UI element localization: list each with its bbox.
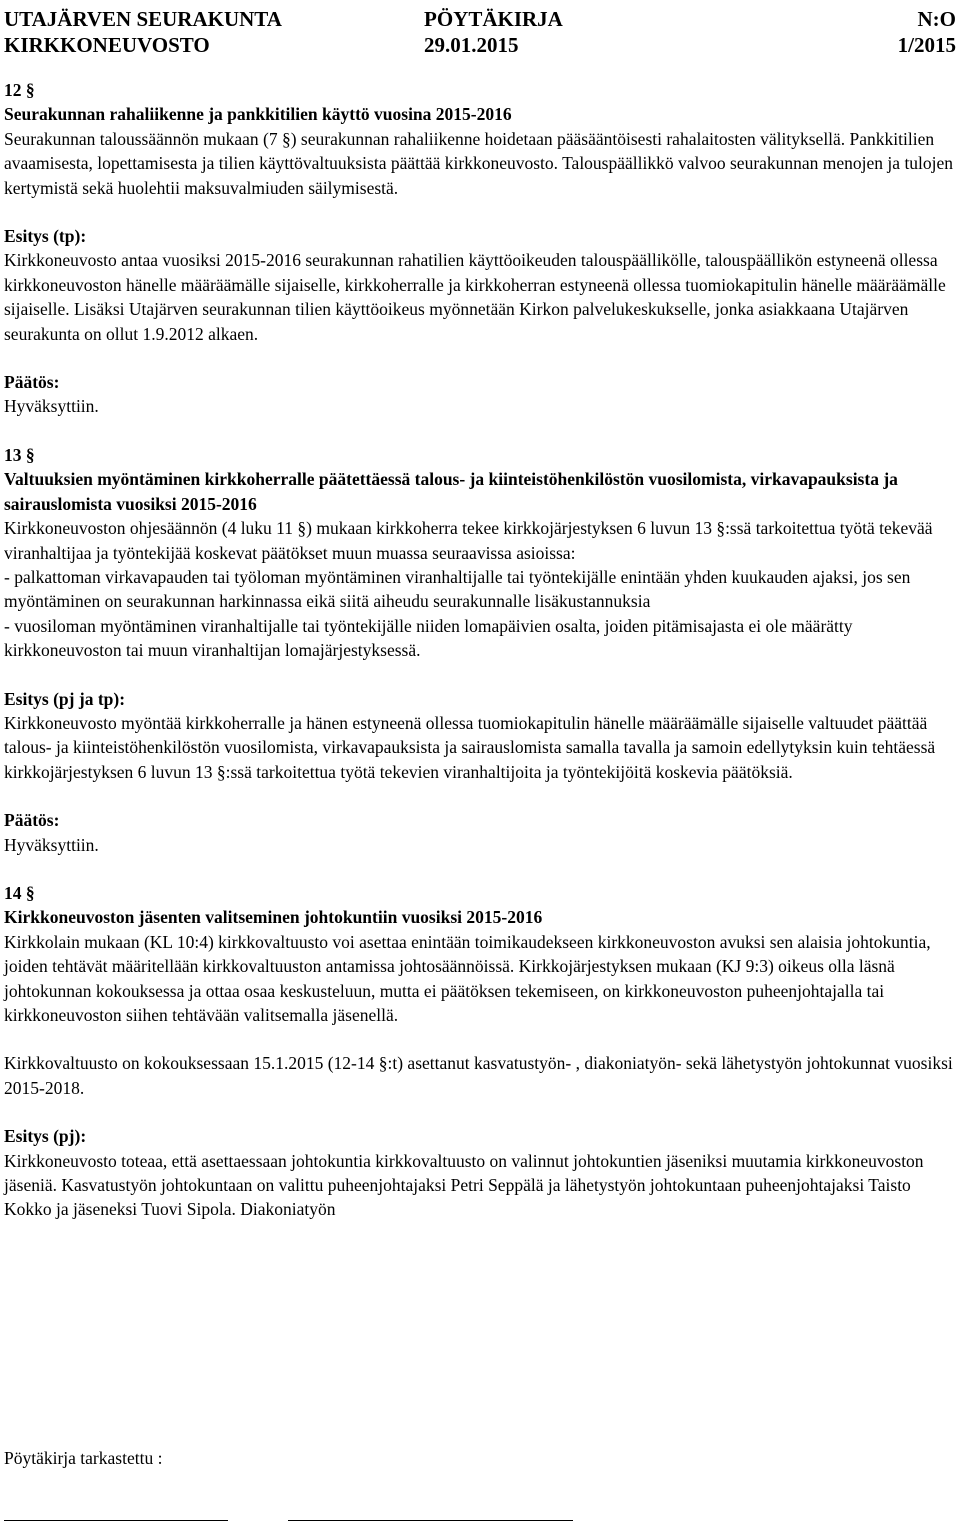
section-14	[4, 881, 956, 1222]
proposal-text: Kirkkoneuvosto myöntää kirkkoherralle ja hänen estyneenä ollessa tuomiokapitulin hänelle määräämälle sijaiselle valtuudet päättää talous- ja kiinteistöhenkilöstön vuosilomista, virkavapauksista ja sairauslomista samalla tavalla ja samoin edellytyksin kuin tehtäessä kirkkojärjestyksen 6 luvun 13 §:ssä tarkoitettua työtä tekevien viranhaltijoita ja työntekijöitä koskevia päätöksiä.	[4, 712, 936, 782]
decision-text: Hyväksyttiin.	[4, 396, 99, 417]
list-item: - vuosiloman myöntäminen viranhaltijalle tai työntekijälle niiden lomapäivien osalta, joiden pitämisajasta ei ole määrätty kirkkoneuvoston tai muun viranhaltijan lomajärjestyksessä.	[4, 615, 853, 661]
minutes-checked-label: Pöytäkirja tarkastettu :	[4, 1448, 163, 1468]
number-label: N:O	[917, 7, 956, 31]
document-header	[4, 6, 956, 58]
proposal-label: Esitys (tp):	[4, 226, 87, 247]
org-name: UTAJÄRVEN SEURAKUNTA	[4, 7, 282, 31]
section-intro: Seurakunnan taloussäännön mukaan (7 §) seurakunnan rahaliikenne hoidetaan pääsääntöisesti rahalaitosten välityksellä. Pankkitilien avaamisesta, lopettamisesta ja tilien käyttövaltuuksista päättää kirkkoneuvosto. Talouspäällikkö valvoo seurakunnan menojen ja tulojen kertymistä sekä huolehtii maksuvalmiuden säilymisestä.	[4, 128, 954, 198]
document-body	[4, 78, 956, 1222]
signature-line	[4, 1520, 228, 1521]
section-12	[4, 78, 956, 419]
section-title: Kirkkoneuvoston jäsenten valitseminen johtokuntiin vuosiksi 2015-2016	[4, 907, 543, 928]
meeting-body: KIRKKONEUVOSTO	[4, 33, 210, 57]
proposal-label: Esitys (pj):	[4, 1126, 87, 1147]
document-number: 1/2015	[897, 33, 956, 57]
section-intro: Kirkkoneuvoston ohjesäännön (4 luku 11 §) mukaan kirkkoherra tekee kirkkojärjestyksen 6 luvun 13 §:ssä tarkoitettua työtä tekevää viranhaltijaa ja työntekijää koskevat päätökset muun muassa seuraavissa asioissa:	[4, 518, 933, 563]
section-paragraph: Kirkkovaltuusto on kokouksessaan 15.1.2015 (12-14 §:t) asettanut kasvatustyön- , diakoniatyön- sekä lähetystyön johtokunnat vuosiksi 2015-2018.	[4, 1053, 953, 1098]
list-item: - palkattoman virkavapauden tai työloman myöntäminen viranhaltijalle tai työntekijälle enintään yhden kuukauden ajaksi, jos sen myöntäminen on seurakunnan harkinnassa eikä siitä aiheudu seurakunnalle lisäkustannuksia	[4, 566, 911, 612]
section-intro: Kirkkolain mukaan (KL 10:4) kirkkovaltuusto voi asettaa enintään toimikaudekseen kirkkoneuvoston avuksi sen alaisia johtokuntia, joiden tehtävät määritellään kirkkovaltuuston antamissa johtosäännöissä. Kirkkojärjestyksen mukaan (KJ 9:3) oikeus olla läsnä johtokunnan kokouksessa ja ottaa osaa keskusteluun, mutta ei päätöksen tekemiseen, on kirkkoneuvoston puheenjohtajalla tai kirkkoneuvoston siihen tehtävään valitsemalla jäsenellä.	[4, 931, 931, 1025]
section-number: 12 §	[4, 80, 35, 100]
decision-text: Hyväksyttiin.	[4, 834, 99, 855]
proposal-text: Kirkkoneuvosto antaa vuosiksi 2015-2016 seurakunnan rahatilien käyttöoikeuden talouspäällikölle, talouspäällikön estyneenä ollessa kirkkoneuvoston hänelle määräämälle sijaiselle, kirkkoherralle ja kirkkoherran estyneenä ollessa tuomiokapitulin hänelle määräämälle sijaiselle. Lisäksi Utajärven seurakunnan tilien käyttöoikeus myönnetään Kirkon palvelukeskukselle, jonka asiakkaana Utajärven seurakunta on ollut 1.9.2012 alkaen.	[4, 250, 946, 344]
section-number: 13 §	[4, 444, 35, 465]
decision-label: Päätös:	[4, 372, 60, 393]
proposal-label: Esitys (pj ja tp):	[4, 688, 126, 709]
section-title: Seurakunnan rahaliikenne ja pankkitilien käyttö vuosina 2015-2016	[4, 104, 512, 125]
proposal-text: Kirkkoneuvosto toteaa, että asettaessaan johtokuntia kirkkovaltuusto on valinnut johtokuntien jäseniksi muutamia kirkkoneuvoston jäseniä. Kasvatustyön johtokuntaan on valittu puheenjohtajaksi Petri Seppälä ja lähetystyön johtokuntaan puheenjohtajaksi Taisto Kokko ja jäseneksi Tuovi Sipola. Diakoniatyön	[4, 1150, 924, 1220]
section-title: Valtuuksien myöntäminen kirkkoherralle päätettäessä talous- ja kiinteistöhenkilöstön vuosilomista, virkavapauksista ja sairauslomista vuosiksi 2015-2016	[4, 469, 898, 514]
meeting-date: 29.01.2015	[424, 33, 519, 57]
signature-line	[288, 1520, 573, 1521]
decision-label: Päätös:	[4, 810, 60, 831]
section-number: 14 §	[4, 882, 35, 903]
document-type: PÖYTÄKIRJA	[424, 7, 563, 31]
section-13	[4, 443, 956, 857]
